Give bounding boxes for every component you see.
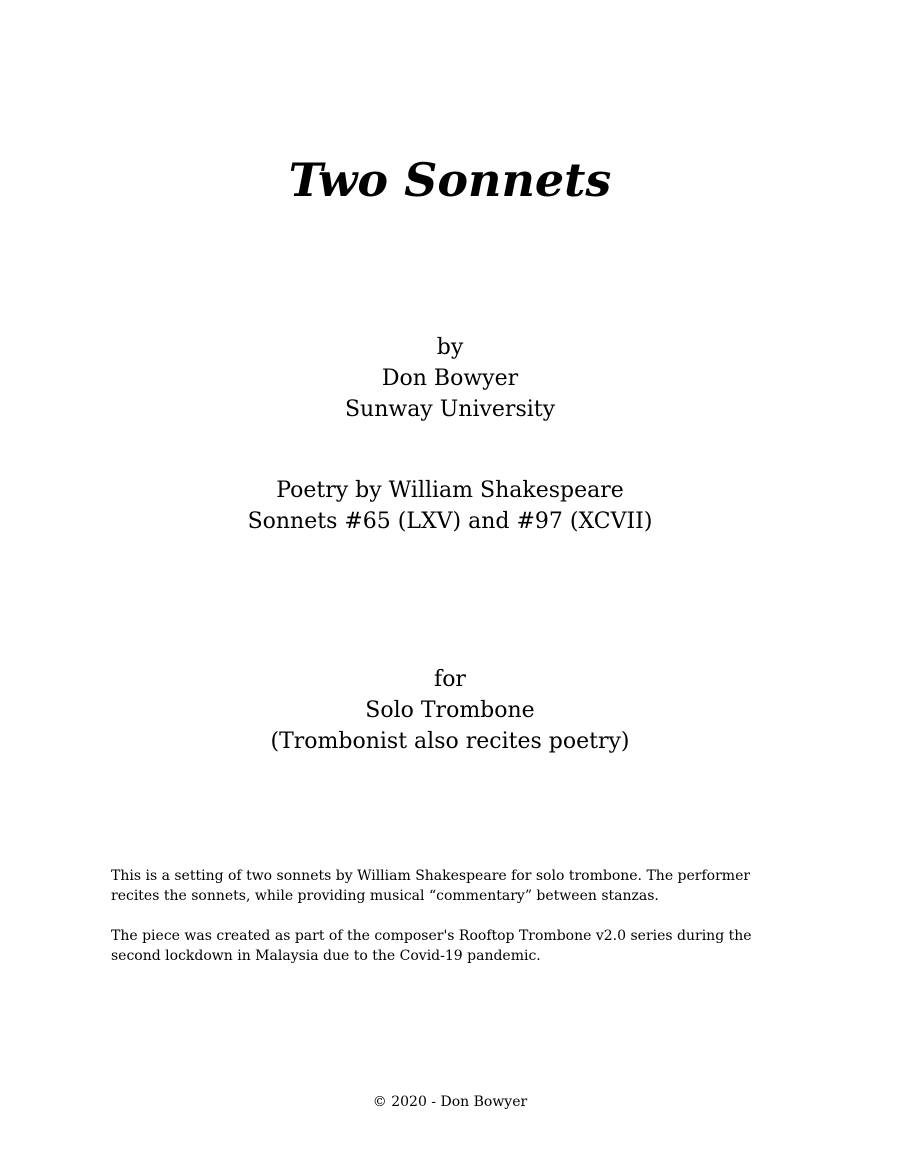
for-label: for — [434, 667, 466, 692]
program-notes — [111, 866, 801, 986]
credits-block — [0, 332, 900, 425]
program-note-paragraph-1: This is a setting of two sonnets by William Shakespeare for solo trombone. The performer recites the sonnets, while providing musical “commentary” between stanzas. — [111, 868, 751, 904]
poetry-credit-block — [0, 475, 900, 537]
program-note-paragraph-2: The piece was created as part of the composer's Rooftop Trombone v2.0 series during the second lockdown in Malaysia due to the Covid-19 pandemic. — [111, 928, 752, 964]
page-title: Two Sonnets — [288, 153, 612, 207]
poetry-author: Poetry by William Shakespeare — [276, 478, 624, 503]
copyright-notice: © 2020 - Don Bowyer — [372, 1094, 528, 1110]
composer-name: Don Bowyer — [381, 366, 519, 391]
by-label: by — [436, 335, 464, 360]
instrument-note: (Trombonist also recites poetry) — [270, 729, 630, 754]
sonnet-numbers: Sonnets #65 (LXV) and #97 (XCVII) — [247, 509, 653, 534]
instrument-name: Solo Trombone — [365, 698, 535, 723]
composer-affiliation: Sunway University — [344, 397, 556, 422]
instrumentation-block — [0, 664, 900, 757]
